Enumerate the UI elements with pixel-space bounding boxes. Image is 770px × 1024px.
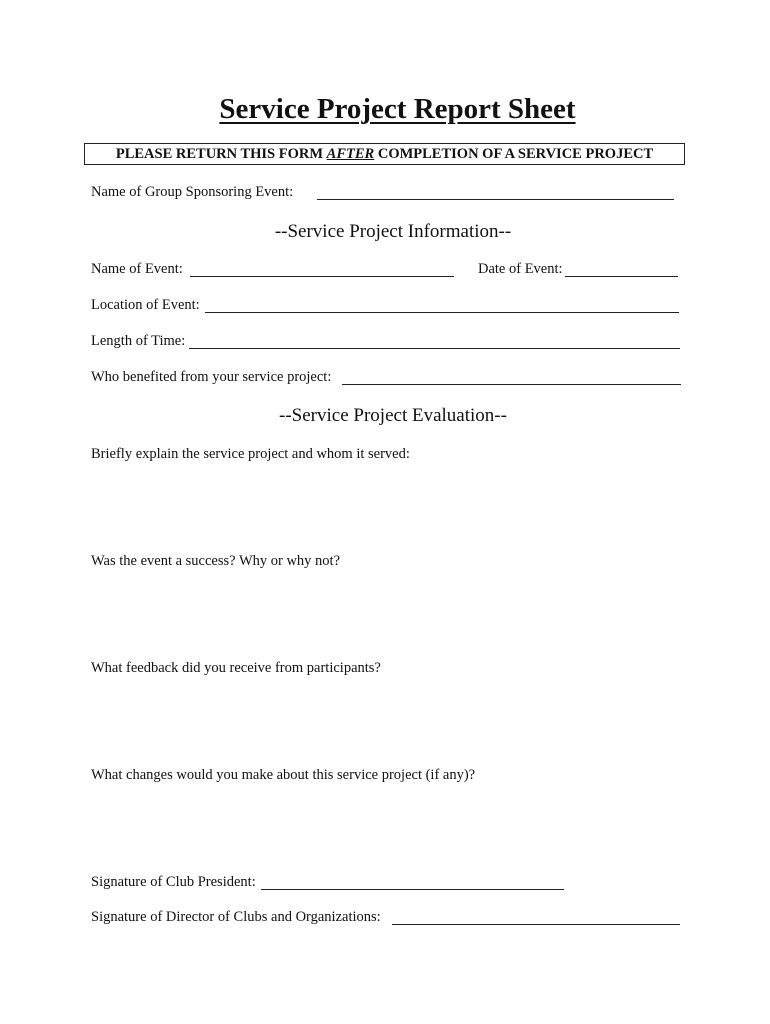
event-name-label: Name of Event: — [91, 261, 183, 277]
question-explain: Briefly explain the service project and whom it served: — [91, 446, 410, 462]
location-field[interactable] — [205, 312, 679, 313]
group-sponsor-label: Name of Group Sponsoring Event: — [91, 184, 294, 200]
info-heading: --Service Project Information-- — [274, 221, 512, 242]
evaluation-heading: --Service Project Evaluation-- — [279, 405, 507, 426]
question-success: Was the event a success? Why or why not? — [91, 553, 341, 569]
director-signature-label: Signature of Director of Clubs and Organizations: — [91, 909, 381, 925]
banner-text-after: COMPLETION OF A SERVICE PROJECT — [374, 146, 654, 162]
beneficiaries-label: Who benefited from your service project: — [91, 369, 332, 385]
question-feedback: What feedback did you receive from participants? — [91, 660, 381, 676]
director-signature-field[interactable] — [392, 924, 680, 925]
return-instructions-banner — [84, 143, 685, 165]
banner-text-before: PLEASE RETURN THIS FORM — [115, 146, 327, 162]
question-changes: What changes would you make about this service project (if any)? — [91, 767, 476, 783]
length-label: Length of Time: — [91, 333, 186, 349]
president-signature-field[interactable] — [261, 889, 564, 890]
beneficiaries-field[interactable] — [342, 384, 681, 385]
banner-emphasis: AFTER — [326, 146, 375, 162]
form-title: Service Project Report Sheet — [219, 93, 576, 125]
president-signature-label: Signature of Club President: — [91, 874, 256, 890]
length-field[interactable] — [189, 348, 680, 349]
group-sponsor-field[interactable] — [317, 199, 674, 200]
event-name-field[interactable] — [190, 276, 454, 277]
location-label: Location of Event: — [91, 297, 200, 313]
event-date-field[interactable] — [565, 276, 678, 277]
event-date-label: Date of Event: — [478, 261, 563, 277]
